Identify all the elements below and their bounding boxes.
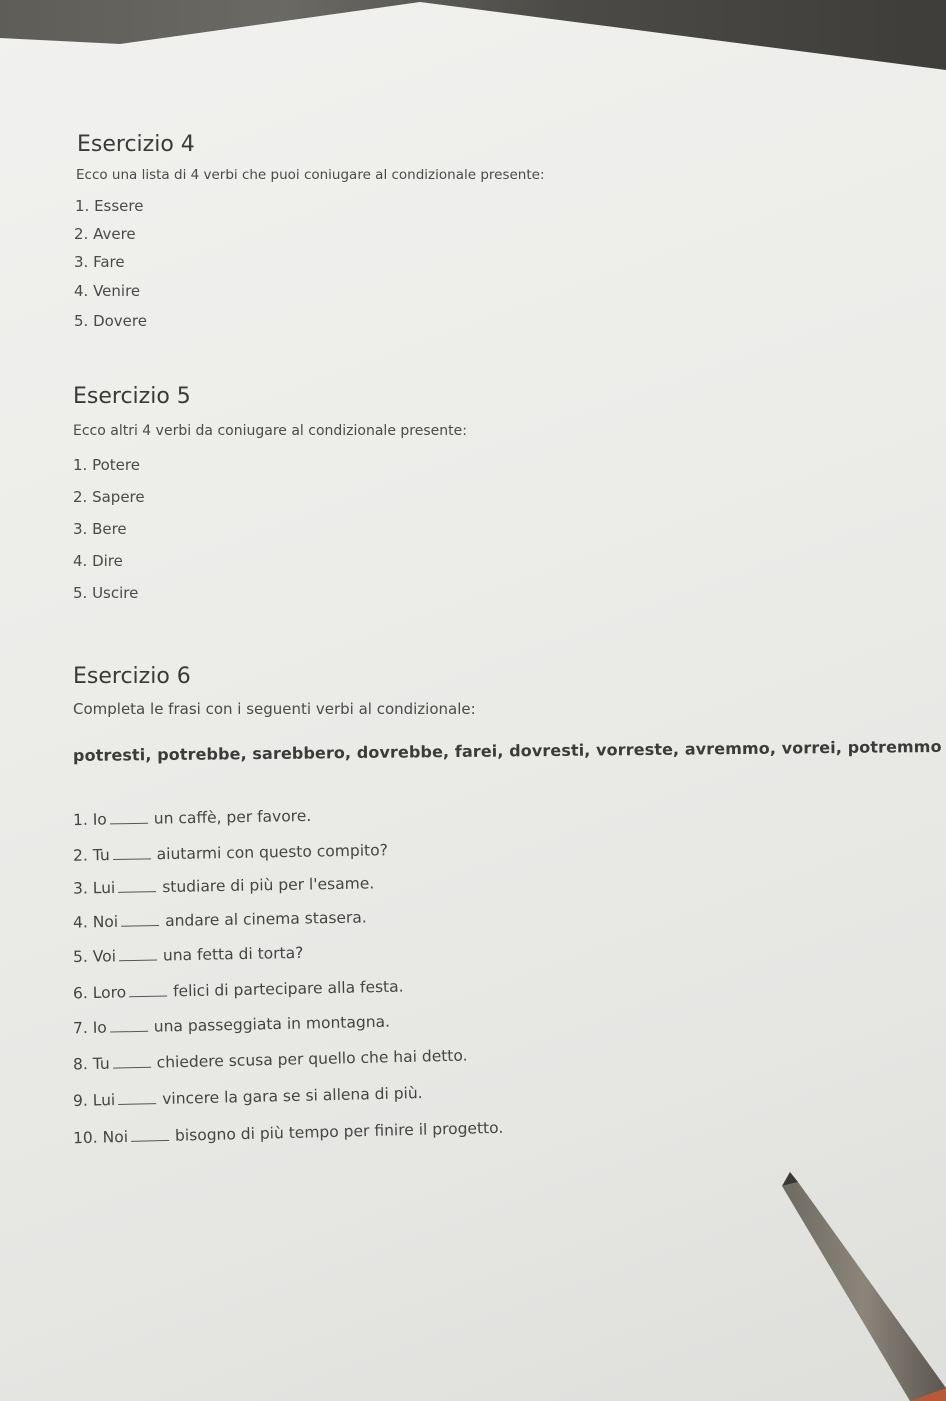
pencil-image xyxy=(760,1170,946,1401)
sentence-6 xyxy=(73,977,404,1003)
sentence-rest: una passeggiata in montagna. xyxy=(153,1012,391,1036)
sentence-rest: studiare di più per l'esame. xyxy=(162,874,375,897)
answer-blank[interactable] xyxy=(112,1053,150,1069)
answer-blank[interactable] xyxy=(113,844,151,860)
sentence-4 xyxy=(73,907,367,931)
exercise5-title: Esercizio 5 xyxy=(73,384,191,409)
exercise4-item: 2. Avere xyxy=(74,225,136,243)
sentence-rest: aiutarmi con questo compito? xyxy=(156,841,389,864)
exercise4-item: 5. Dovere xyxy=(74,312,147,330)
sentence-7 xyxy=(73,1012,390,1038)
sentence-subject: 4. Noi xyxy=(72,912,119,932)
sentence-subject: 1. Io xyxy=(72,810,107,830)
exercise4-item: 4. Venire xyxy=(74,282,141,300)
answer-blank[interactable] xyxy=(121,911,159,927)
sentence-subject: 7. Io xyxy=(72,1018,108,1038)
answer-blank[interactable] xyxy=(118,877,156,893)
exercise5-intro: Ecco altri 4 verbi da coniugare al condizionale presente: xyxy=(73,423,467,439)
sentence-rest: vincere la gara se si allena di più. xyxy=(162,1084,423,1108)
exercise5-item: 1. Potere xyxy=(73,456,140,474)
answer-blank[interactable] xyxy=(131,1126,169,1142)
answer-blank[interactable] xyxy=(118,1089,156,1105)
answer-blank[interactable] xyxy=(110,1017,148,1033)
sentence-1 xyxy=(73,806,312,829)
sentence-2 xyxy=(73,840,388,864)
exercise5-item: 5. Uscire xyxy=(73,584,139,602)
sentence-5 xyxy=(73,943,304,966)
sentence-10 xyxy=(73,1118,504,1148)
exercise4-title: Esercizio 4 xyxy=(77,132,195,157)
answer-blank[interactable] xyxy=(110,809,148,825)
sentence-rest: chiedere scusa per quello che hai detto. xyxy=(156,1046,468,1072)
sentence-subject: 3. Lui xyxy=(72,878,116,898)
sentence-rest: bisogno di più tempo per finire il progetto. xyxy=(174,1118,504,1145)
sentence-rest: andare al cinema stasera. xyxy=(164,908,367,930)
exercise5-item: 3. Bere xyxy=(73,520,127,538)
exercise6-intro: Completa le frasi con i seguenti verbi al condizionale: xyxy=(73,700,476,718)
sentence-9 xyxy=(73,1083,423,1110)
answer-blank[interactable] xyxy=(119,946,157,962)
sentence-subject: 8. Tu xyxy=(72,1054,110,1074)
sentence-rest: una fetta di torta? xyxy=(162,943,304,965)
verb-list: potresti, potrebbe, sarebbero, dovrebbe, farei, dovresti, vorreste, avremmo, vorrei, potremmo xyxy=(72,736,942,765)
exercise4-item: 1. Essere xyxy=(75,197,144,215)
sentence-3 xyxy=(73,873,375,897)
sentence-subject: 6. Loro xyxy=(72,983,127,1003)
sentence-subject: 2. Tu xyxy=(72,846,110,865)
exercise5-item: 2. Sapere xyxy=(73,488,145,506)
sentence-rest: un caffè, per favore. xyxy=(153,806,312,828)
sentence-subject: 9. Lui xyxy=(72,1091,116,1110)
exercise5-item: 4. Dire xyxy=(73,552,123,570)
sentence-rest: felici di partecipare alla festa. xyxy=(172,977,404,1001)
exercise4-item: 3. Fare xyxy=(74,253,125,271)
sentence-subject: 5. Voi xyxy=(72,947,117,967)
sentence-8 xyxy=(73,1046,468,1074)
answer-blank[interactable] xyxy=(129,981,167,997)
exercise4-intro: Ecco una lista di 4 verbi che puoi coniugare al condizionale presente: xyxy=(76,167,545,183)
sentence-subject: 10. Noi xyxy=(72,1127,129,1148)
exercise6-title: Esercizio 6 xyxy=(73,664,191,689)
